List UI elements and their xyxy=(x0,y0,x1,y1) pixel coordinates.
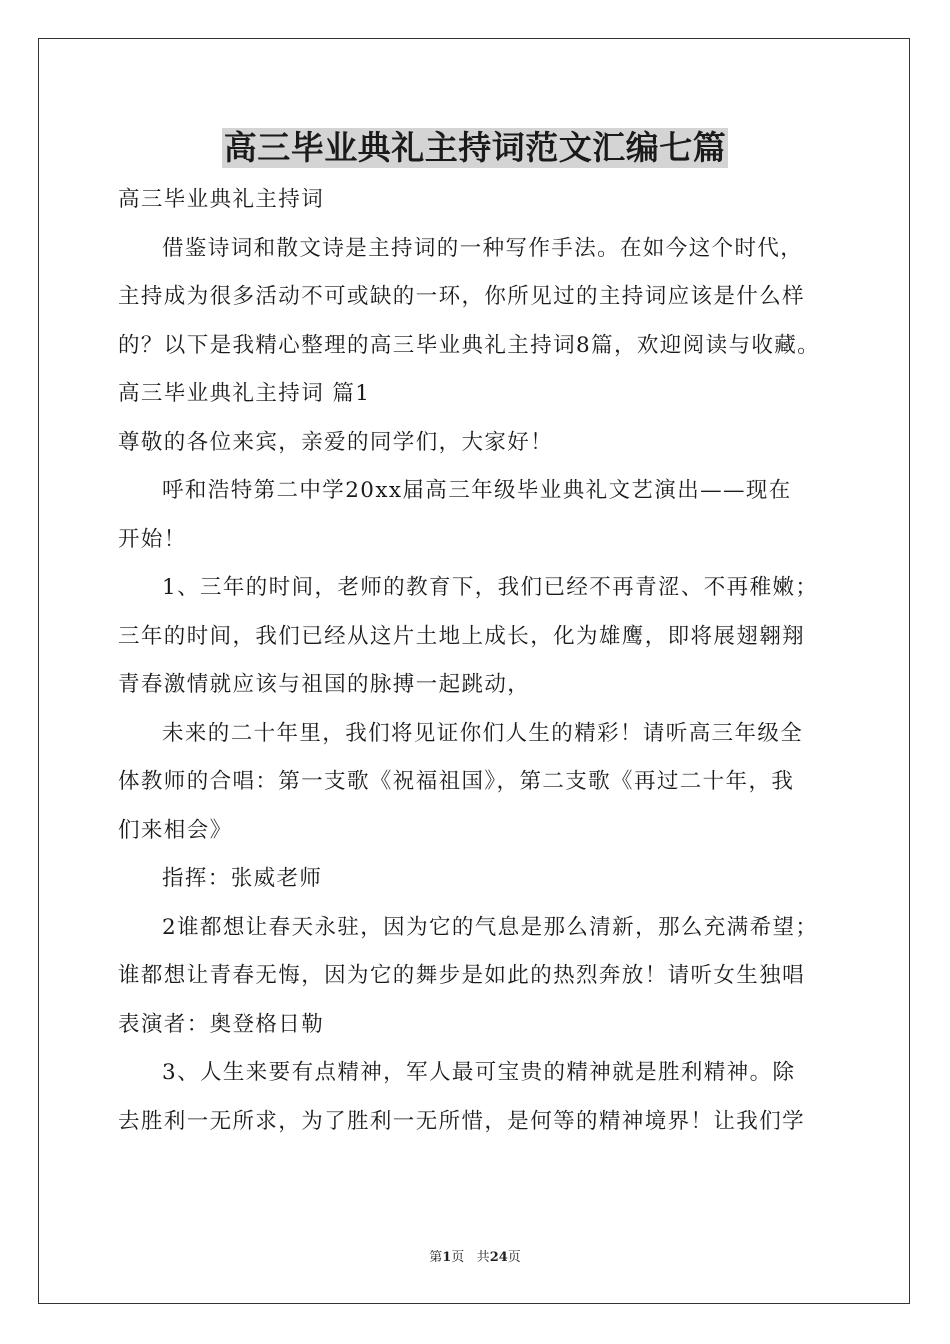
text-line: 主持成为很多活动不可或缺的一环，你所见过的主持词应该是什么样 xyxy=(118,284,806,309)
text-line: 们来相会》 xyxy=(118,817,233,843)
current-page-number: 1 xyxy=(442,1250,452,1265)
text-line: 三年的时间，我们已经从这片土地上成长，化为雄鹰，即将展翅翱翔 xyxy=(118,623,806,649)
text-line: 指挥：张威老师 xyxy=(162,866,323,891)
total-label-suffix: 页 xyxy=(507,1250,521,1265)
text-line: 谁都想让青春无悔，因为它的舞步是如此的热烈奔放！请听女生独唱 xyxy=(118,963,806,988)
text-line: 2谁都想让春天永驻，因为它的气息是那么清新，那么充满希望； xyxy=(162,914,819,940)
document-body xyxy=(118,176,838,1146)
text-line: 未来的二十年里，我们将见证你们人生的精彩！请听高三年级全 xyxy=(162,720,804,746)
text-line: 1、三年的时间，老师的教育下，我们已经不再青涩、不再稚嫩； xyxy=(162,575,819,600)
document-title: 高三毕业典礼主持词范文汇编七篇 xyxy=(223,128,727,167)
text-line: 的？以下是我精心整理的高三毕业典礼主持词8篇，欢迎阅读与收藏。 xyxy=(118,332,821,358)
total-page-count: 24 xyxy=(489,1250,508,1265)
text-line: 去胜利一无所求，为了胜利一无所惜，是何等的精神境界！让我们学 xyxy=(118,1108,806,1134)
text-line: 高三毕业典礼主持词 篇1 xyxy=(118,381,371,406)
page-label-prefix: 第 xyxy=(429,1250,443,1265)
page-footer xyxy=(0,1246,950,1265)
text-line: 3、人生来要有点精神，军人最可宝贵的精神就是胜利精神。除 xyxy=(162,1060,796,1085)
text-line: 借鉴诗词和散文诗是主持词的一种写作手法。在如今这个时代， xyxy=(162,235,804,261)
text-line: 开始！ xyxy=(118,526,187,552)
title-container xyxy=(0,128,950,168)
text-line: 表演者：奥登格日勒 xyxy=(118,1011,325,1037)
text-line: 尊敬的各位来宾，亲爱的同学们，大家好！ xyxy=(118,429,554,455)
text-line: 青春激情就应该与祖国的脉搏一起跳动， xyxy=(118,672,531,697)
page-label-suffix: 页 xyxy=(451,1250,465,1265)
total-label-prefix: 共 xyxy=(476,1250,490,1265)
text-line: 体教师的合唱：第一支歌《祝福祖国》，第二支歌《再过二十年，我 xyxy=(118,769,795,794)
text-line: 高三毕业典礼主持词 xyxy=(118,187,325,212)
text-line: 呼和浩特第二中学20xx届高三年级毕业典礼文艺演出——现在 xyxy=(162,478,792,503)
